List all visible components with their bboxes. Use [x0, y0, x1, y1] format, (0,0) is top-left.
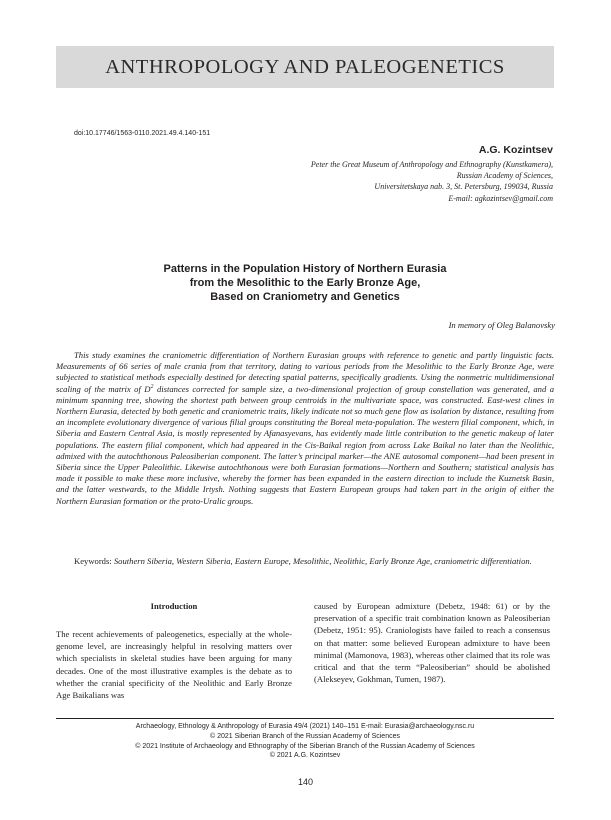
- title-line: from the Mesolithic to the Early Bronze Age,: [189, 277, 421, 289]
- article-title: [56, 262, 554, 304]
- footer-journal-line: Archaeology, Ethnology & Anthropology of Eurasia 49/4 (2021) 140–151 E-mail: Eurasia@archaeology.nsc.ru: [135, 723, 475, 730]
- footer-copyright-line: © 2021 A.G. Kozintsev: [269, 752, 341, 760]
- footer-divider: [56, 718, 554, 719]
- abstract: [56, 350, 554, 507]
- author-email[interactable]: E-mail: agkozintsev@gmail.com: [448, 193, 553, 203]
- affiliation-line: Russian Academy of Sciences,: [456, 171, 553, 181]
- abstract-text-part2: distances corrected for sample size, a two-dimensional projection of group constellation was generated, and a minimum spanning tree, showing the shortest path between group centroids in the multivariate space, was constructed. East-west clines in Northern Eurasia, detected by both genetic and craniometric traits, likely indicate not so much gene flow as isolation by distance, resulting from an incomplete evolutionary divergence of various filial groups constituting the Boreal meta-population. The western filial component, which, in Siberia and Eastern Central Asia, is mostly represented by Afanasyevans, has evidently made little contribution to the genetic makeup of later populations. The eastern filial component, which had appeared in the Cis-Baikal region from across Lake Baikal no later than the Neolithic, admixed with the autochthonous Paleosiberian component. The latter’s principal marker—the ANE autosomal component—had been present in Siberia since the Upper Paleolithic. Likewise autochthonous were both Eurasian formations—Northern and Southern; statistical analysis has made it possible to make these more inclusive, whereby the former has been expanded in the eastern direction to include the Kuznetsk Basin, and the latter westwards, to the Middle Irtysh. Nothing suggests that Eastern European groups had taken part in the origin of either the Northern Eurasian formation or the proto-Uralic groups.: [56, 383, 555, 506]
- page-number: 140: [297, 777, 314, 787]
- section-banner: [56, 46, 554, 88]
- section-banner-title: ANTHROPOLOGY AND PALEOGENETICS: [105, 56, 505, 78]
- abstract-superscript: 2: [150, 383, 154, 390]
- author-affiliation: [153, 159, 553, 204]
- affiliation-line: Universitetskaya nab. 3, St. Petersburg, 199034, Russia: [374, 182, 553, 192]
- intro-paragraph: The recent achievements of paleogenetics, especially at the whole-genome level, are increasingly helpful in resolving matters over which specialists in skeletal studies have been arguing for many decades. One of the most illustrative examples is the debate as to whether the cranial specificity of the Neolithic and Early Bronze Age Baikalians was: [56, 629, 292, 701]
- abstract-text-part1: This study examines the craniometric differentiation of Northern Eurasian groups with reference to genetic and partly linguistic facts. Measurements of 66 series of male crania from that territory, dating to various periods from the Mesolithic to the Early Bronze Age, were subjected to statistical methods especially destined for detecting spatial patterns, specifically gradients. Using the nonmetric multidimensional scaling of the matrix of D: [56, 350, 554, 394]
- body-column-right: [314, 600, 550, 685]
- footer-copyright-line: © 2021 Institute of Archaeology and Ethnography of the Siberian Branch of the Russian Academy of Sciences: [135, 742, 475, 750]
- author-name: A.G. Kozintsev: [478, 144, 553, 156]
- footer-copyright-line: © 2021 Siberian Branch of the Russian Academy of Sciences: [210, 732, 400, 740]
- title-line: Patterns in the Population History of Northern Eurasia: [163, 263, 447, 275]
- title-line: Based on Craniometry and Genetics: [210, 291, 400, 303]
- keywords-list: Southern Siberia, Western Siberia, Eastern Europe, Mesolithic, Neolithic, Early Bronze Age, craniometric differentiation.: [113, 556, 532, 566]
- affiliation-line: Peter the Great Museum of Anthropology and Ethnography (Kunstkamera),: [310, 160, 553, 169]
- keywords-label: Keywords:: [74, 556, 114, 566]
- doi[interactable]: doi:10.17746/1563-0110.2021.49.4.140-151: [74, 130, 211, 137]
- body-column-left: [56, 600, 292, 701]
- introduction-heading: Introduction: [150, 601, 198, 611]
- dedication: In memory of Oleg Balanovsky: [448, 320, 555, 330]
- journal-footer: [56, 722, 554, 761]
- intro-paragraph-continued: caused by European admixture (Debetz, 1948: 61) or by the preservation of a specific trait combination known as Paleosiberian (Debetz, 1951: 95). Craniologists have failed to reach a consensus on that matter: some believed European admixture to have been minimal (Mamonova, 1983), whereas other claimed that its role was critical and that the term “Paleosiberian” should be abolished (Alekseyev, Gokhman, Tumen, 1987).: [314, 601, 550, 685]
- keywords: [56, 556, 554, 567]
